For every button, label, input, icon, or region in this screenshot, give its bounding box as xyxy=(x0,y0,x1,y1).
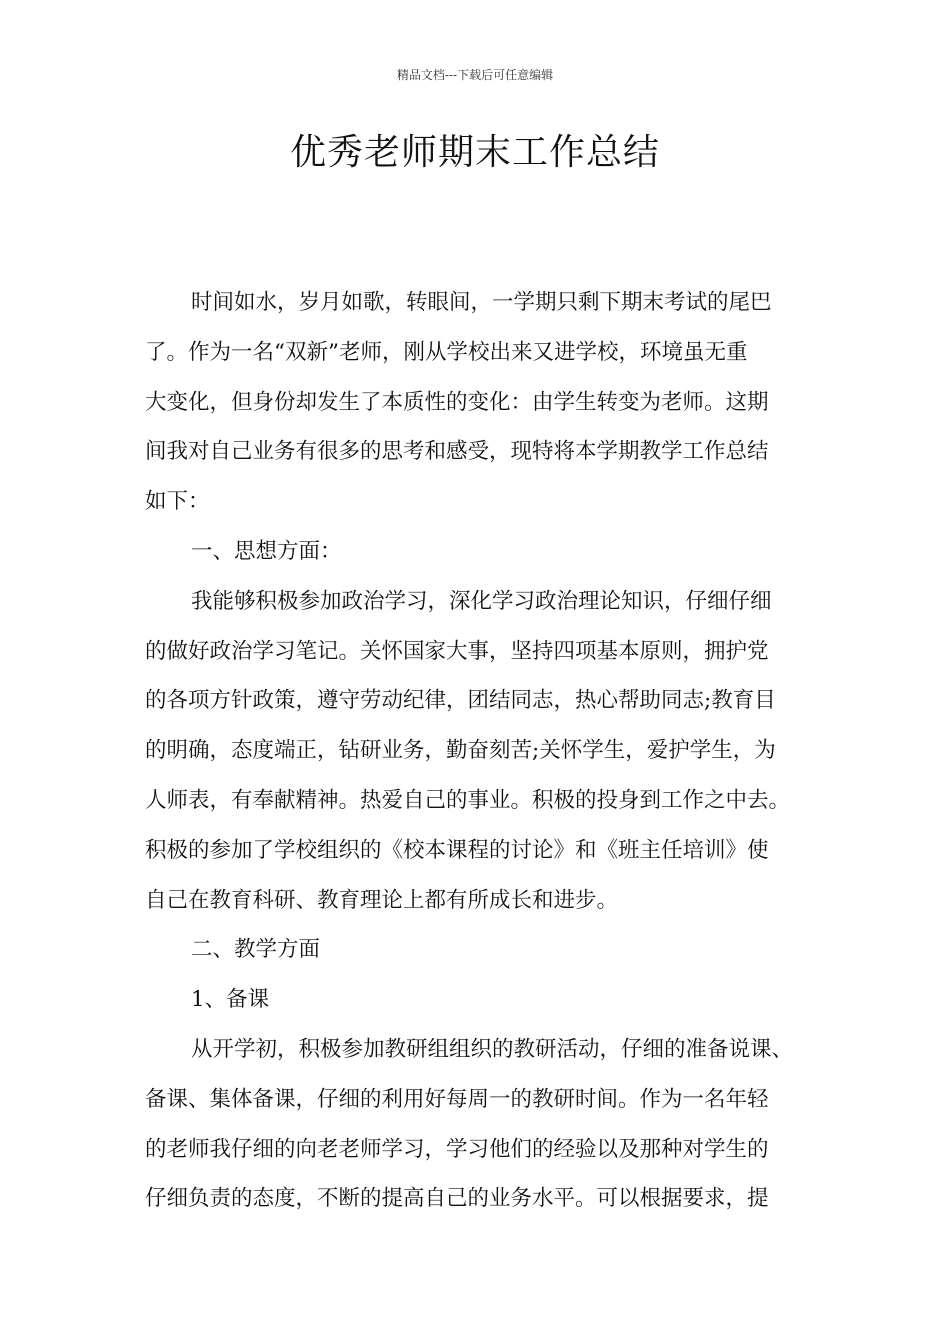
text-line: 我能够积极参加政治学习，深化学习政治理论知识，仔细仔细 xyxy=(191,588,772,614)
body-text xyxy=(145,280,825,1226)
text-line: 自己在教育科研、教育理论上都有所成长和进步。 xyxy=(145,887,619,913)
text-line: 的做好政治学习笔记。关怀国家大事，坚持四项基本原则，拥护党 xyxy=(145,638,769,664)
text-line: 人师表，有奉献精神。热爱自己的事业。积极的投身到工作之中去。 xyxy=(145,787,791,813)
text-line: 的各项方针政策，遵守劳动纪律，团结同志，热心帮助同志;教育目 xyxy=(145,688,776,714)
text-line: 的明确，态度端正，钻研业务，勤奋刻苦;关怀学生，爱护学生，为 xyxy=(145,738,776,764)
text-line: 了。作为一名“双新”老师，刚从学校出来又进学校，环境虽无重 xyxy=(145,339,748,365)
text-line: 1、备课 xyxy=(191,987,270,1013)
text-line: 间我对自己业务有很多的思考和感受，现特将本学期教学工作总结 xyxy=(145,439,769,465)
text-line: 备课、集体备课，仔细的利用好每周一的教研时间。作为一名年轻 xyxy=(145,1086,769,1112)
text-line: 时间如水，岁月如歌，转眼间，一学期只剩下期末考试的尾巴 xyxy=(191,290,772,315)
text-line: 仔细负责的态度，不断的提高自己的业务水平。可以根据要求，提 xyxy=(145,1186,769,1212)
document-title: 优秀老师期末工作总结 xyxy=(289,132,660,173)
text-line: 的老师我仔细的向老老师学习，学习他们的经验以及那种对学生的 xyxy=(145,1136,769,1162)
text-line: 二、教学方面 xyxy=(191,937,321,963)
text-line: 如下： xyxy=(145,489,210,515)
text-line: 大变化，但身份却发生了本质性的变化：由学生转变为老师。这期 xyxy=(145,389,769,415)
text-line: 积极的参加了学校组织的《校本课程的讨论》和《班主任培训》使 xyxy=(145,837,769,863)
text-line: 从开学初，积极参加教研组组织的教研活动，仔细的准备说课、 xyxy=(191,1036,794,1062)
text-line: 一、思想方面： xyxy=(191,538,342,564)
header-note: 精品文档---下载后可任意编辑 xyxy=(396,68,554,82)
